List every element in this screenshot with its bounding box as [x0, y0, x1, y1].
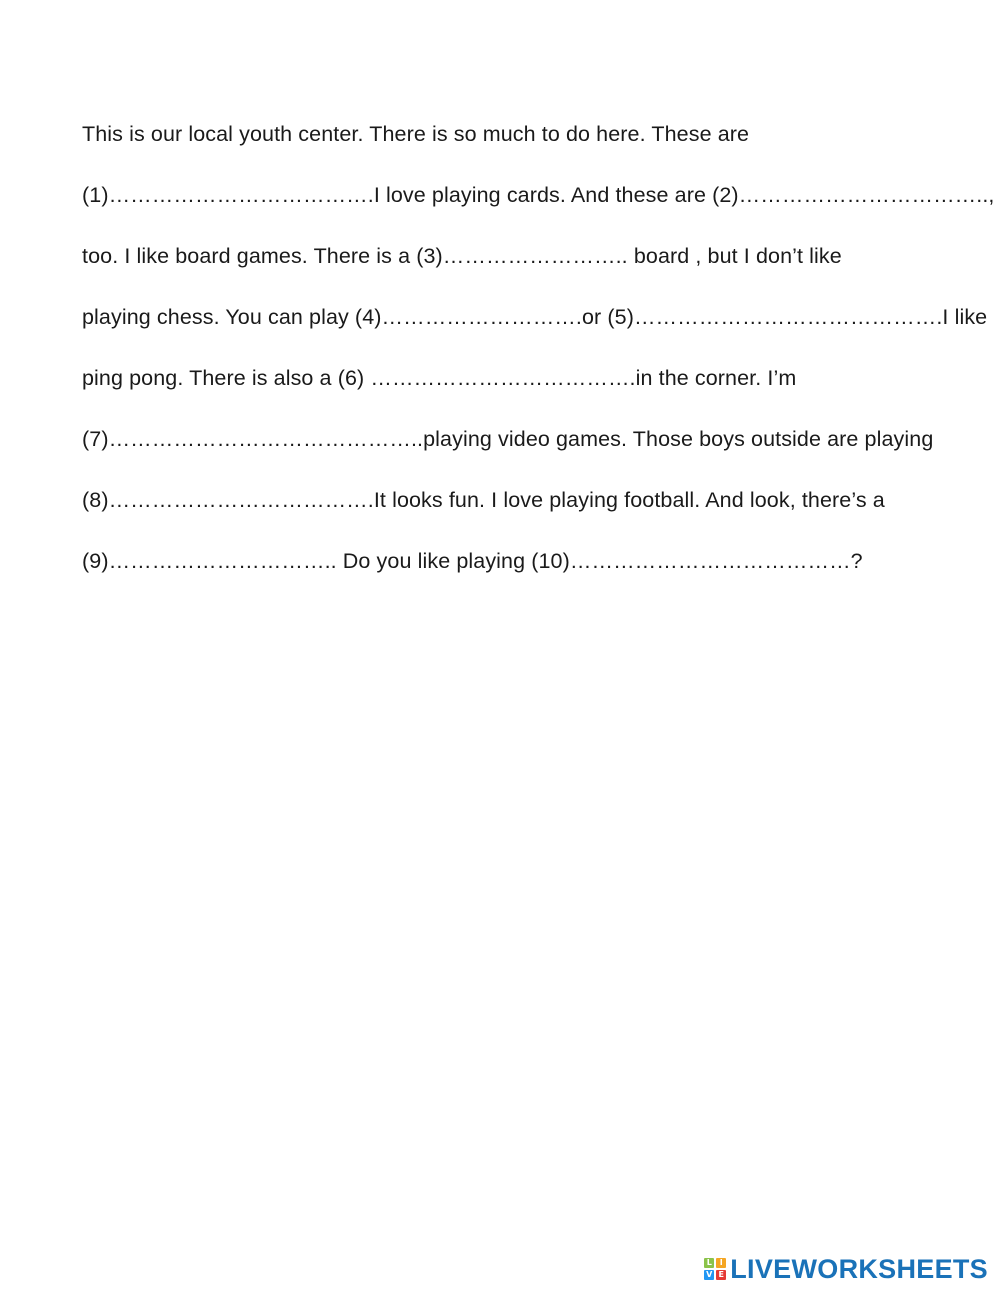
text-line: (9)………………………….. Do you like playing (10)…………………………………? [82, 549, 863, 573]
logo-mark-letter: E [716, 1270, 726, 1280]
text-line: This is our local youth center. There is so much to do here. These are [82, 122, 750, 146]
text-line: playing chess. You can play (4)……………………….or (5)…………………………………….I like [82, 305, 988, 329]
logo-mark-letter: V [706, 1270, 713, 1279]
liveworksheets-logo [704, 1254, 988, 1284]
text-line: (8)……………………………….It looks fun. I love playing football. And look, there’s a [82, 488, 885, 512]
logo-mark-letter: I [716, 1258, 726, 1268]
text-line: too. I like board games. There is a (3)…………………….. board , but I don’t like [82, 244, 842, 268]
text-line: ping pong. There is also a (6) ……………………………….in the corner. I’m [82, 366, 797, 390]
text-line: (7)……………………………………..playing video games. Those boys outside are playing [82, 427, 934, 451]
logo-mark-letter: L [704, 1258, 714, 1268]
text-line: (1)……………………………….I love playing cards. And these are (2)…………………………….., [82, 183, 995, 207]
logo-mark-icon [704, 1258, 726, 1280]
worksheet-paragraph [82, 118, 995, 606]
logo-text: LIVEWORKSHEETS [730, 1253, 988, 1284]
